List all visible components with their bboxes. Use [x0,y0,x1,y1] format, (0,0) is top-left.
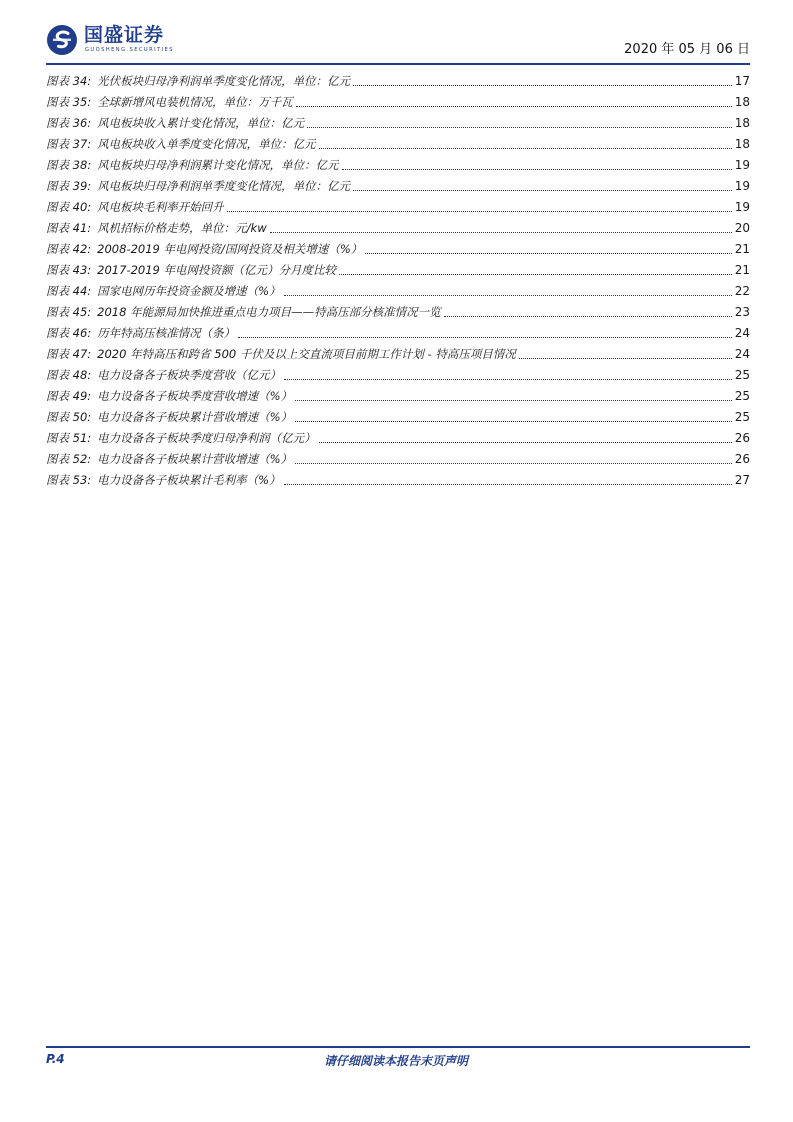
toc-page: 20 [734,221,750,235]
toc-entry[interactable] [46,383,750,404]
dot-leader [353,85,732,86]
toc-label: 图表 40: [46,200,92,214]
toc-title: 光伏板块归母净利润单季度变化情况，单位：亿元 [97,74,351,88]
toc-title: 国家电网历年投资金额及增速（%） [97,284,281,298]
toc-label: 图表 41: [46,221,92,235]
dot-leader [339,274,732,275]
disclaimer-note: 请仔细阅读本报告末页声明 [323,1054,468,1068]
toc-page: 19 [734,179,750,193]
figure-list [46,68,750,488]
toc-label: 图表 38: [46,158,92,172]
toc-entry[interactable] [46,341,750,362]
toc-title: 风电板块毛利率开始回升 [97,200,224,214]
toc-entry[interactable] [46,320,750,341]
toc-entry[interactable] [46,257,750,278]
dot-leader [227,211,732,212]
toc-title: 风电板块归母净利润单季度变化情况，单位：亿元 [97,179,351,193]
page-header [46,22,750,62]
toc-page: 21 [734,242,750,256]
toc-label: 图表 51: [46,431,92,445]
toc-page: 22 [734,284,750,298]
guosheng-logo-icon [46,24,78,56]
toc-entry[interactable] [46,68,750,89]
toc-entry[interactable] [46,89,750,110]
toc-label: 图表 39: [46,179,92,193]
toc-label: 图表 35: [46,95,92,109]
toc-entry[interactable] [46,278,750,299]
toc-title: 电力设备各子板块季度归母净利润（亿元） [97,431,316,445]
toc-page: 21 [734,263,750,277]
toc-page: 18 [734,137,750,151]
toc-label: 图表 44: [46,284,92,298]
dot-leader [238,337,732,338]
toc-entry[interactable] [46,236,750,257]
dot-leader [519,358,732,359]
toc-page: 19 [734,158,750,172]
toc-label: 图表 34: [46,74,92,88]
dot-leader [295,463,732,464]
toc-label: 图表 52: [46,452,92,466]
toc-entry[interactable] [46,299,750,320]
toc-label: 图表 53: [46,473,92,487]
toc-title: 风机招标价格走势，单位：元/kw [97,221,267,235]
toc-entry[interactable] [46,110,750,131]
toc-page: 26 [734,431,750,445]
toc-entry[interactable] [46,131,750,152]
toc-title: 电力设备各子板块季度营收增速（%） [97,389,293,403]
dot-leader [319,442,732,443]
brand-name-en: GUOSHENG SECURITIES [85,47,174,53]
toc-page: 18 [734,95,750,109]
toc-label: 图表 50: [46,410,92,424]
toc-label: 图表 48: [46,368,92,382]
toc-label: 图表 37: [46,137,92,151]
toc-label: 图表 47: [46,347,92,361]
report-date: 2020 年 05 月 06 日 [624,42,750,57]
toc-title: 电力设备各子板块累计毛利率（%） [97,473,281,487]
toc-label: 图表 43: [46,263,92,277]
toc-page: 18 [734,116,750,130]
dot-leader [284,379,732,380]
toc-entry[interactable] [46,173,750,194]
toc-title: 电力设备各子板块季度营收（亿元） [97,368,282,382]
toc-page: 19 [734,200,750,214]
toc-page: 23 [734,305,750,319]
dot-leader [284,295,732,296]
toc-entry[interactable] [46,194,750,215]
toc-label: 图表 49: [46,389,92,403]
dot-leader [365,253,731,254]
dot-leader [307,127,732,128]
toc-label: 图表 46: [46,326,92,340]
dot-leader [319,148,732,149]
toc-entry[interactable] [46,152,750,173]
dot-leader [270,232,732,233]
brand-name-cn: 国盛证券 [84,24,165,46]
toc-page: 24 [734,347,750,361]
page-number: P.4 [46,1052,65,1066]
toc-entry[interactable] [46,446,750,467]
toc-label: 图表 36: [46,116,92,130]
toc-entry[interactable] [46,425,750,446]
toc-page: 17 [734,74,750,88]
footer-divider [46,1046,750,1048]
dot-leader [295,400,732,401]
toc-title: 2008-2019 年电网投资/国网投资及相关增速（%） [97,242,363,256]
toc-entry[interactable] [46,404,750,425]
dot-leader [284,484,732,485]
dot-leader [444,316,732,317]
toc-title: 风电板块归母净利润累计变化情况，单位：亿元 [97,158,339,172]
dot-leader [353,190,732,191]
toc-entry[interactable] [46,362,750,383]
toc-title: 风电板块收入累计变化情况，单位：亿元 [97,116,305,130]
toc-title: 全球新增风电装机情况，单位：万千瓦 [97,95,293,109]
toc-title: 历年特高压核准情况（条） [97,326,236,340]
toc-page: 25 [734,389,750,403]
guosheng-logo [46,22,214,58]
toc-title: 风电板块收入单季度变化情况，单位：亿元 [97,137,316,151]
toc-title: 2018 年能源局加快推进重点电力项目——特高压部分核准情况一览 [97,305,441,319]
toc-title: 电力设备各子板块累计营收增速（%） [97,410,293,424]
toc-title: 2017-2019 年电网投资额（亿元）分月度比较 [97,263,337,277]
toc-title: 电力设备各子板块累计营收增速（%） [97,452,293,466]
toc-page: 25 [734,410,750,424]
toc-entry[interactable] [46,467,750,488]
dot-leader [342,169,732,170]
toc-entry[interactable] [46,215,750,236]
toc-page: 24 [734,326,750,340]
header-divider [46,63,750,65]
toc-label: 图表 42: [46,242,92,256]
toc-page: 27 [734,473,750,487]
dot-leader [295,421,732,422]
toc-page: 26 [734,452,750,466]
toc-page: 25 [734,368,750,382]
toc-label: 图表 45: [46,305,92,319]
dot-leader [296,106,732,107]
toc-title: 2020 年特高压和跨省 500 千伏及以上交直流项目前期工作计划 - 特高压项目情况 [97,347,516,361]
